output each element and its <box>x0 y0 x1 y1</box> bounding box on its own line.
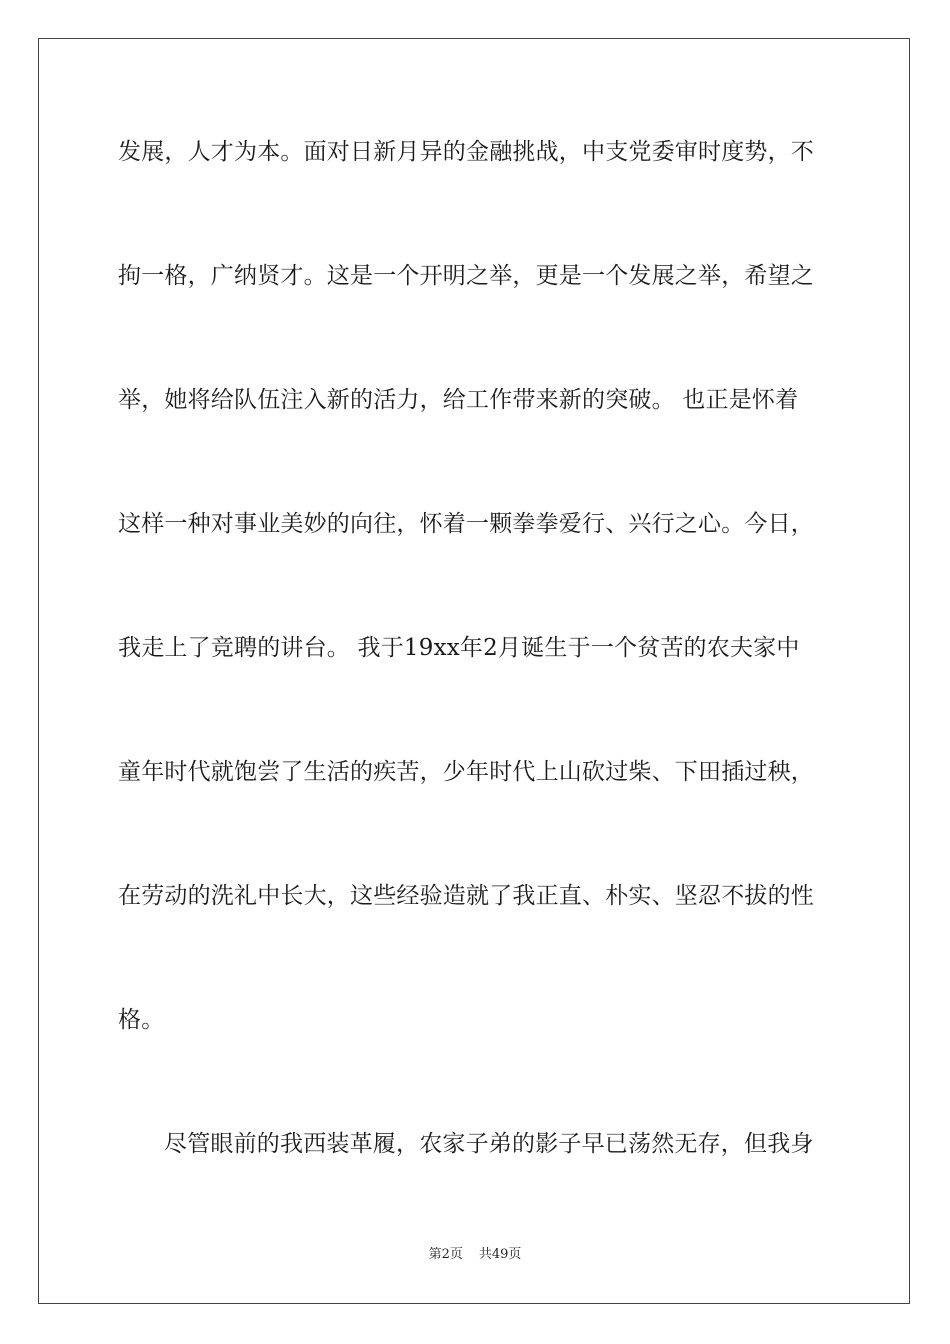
text-line: 这样一种对事业美妙的向往，怀着一颗拳拳爱行、兴行之心。今日， <box>118 511 814 537</box>
page-number: 第2页 <box>428 1247 463 1262</box>
text-line: 拘一格，广纳贤才。这是一个开明之举，更是一个发展之举，希望之 <box>118 263 814 289</box>
page-footer <box>0 1246 950 1264</box>
text-line: 发展，人才为本。面对日新月异的金融挑战，中支党委审时度势，不 <box>118 139 814 165</box>
paragraph-first-line: 尽管眼前的我西装革履，农家子弟的影子早已荡然无存，但我身 <box>164 1131 814 1157</box>
text-line: 举，她将给队伍注入新的活力，给工作带来新的突破。 也正是怀着 <box>118 387 799 413</box>
page-border <box>38 38 910 1304</box>
text-line: 童年时代就饱尝了生活的疾苦，少年时代上山砍过柴、下田插过秧， <box>118 759 814 785</box>
text-line: 在劳动的洗礼中长大，这些经验造就了我正直、朴实、坚忍不拔的性 <box>118 883 814 909</box>
page-total: 共49页 <box>478 1247 522 1262</box>
text-line: 我走上了竞聘的讲台。 我于19xx年2月诞生于一个贫苦的农夫家中 <box>118 635 800 661</box>
text-line: 格。 <box>118 1007 165 1033</box>
